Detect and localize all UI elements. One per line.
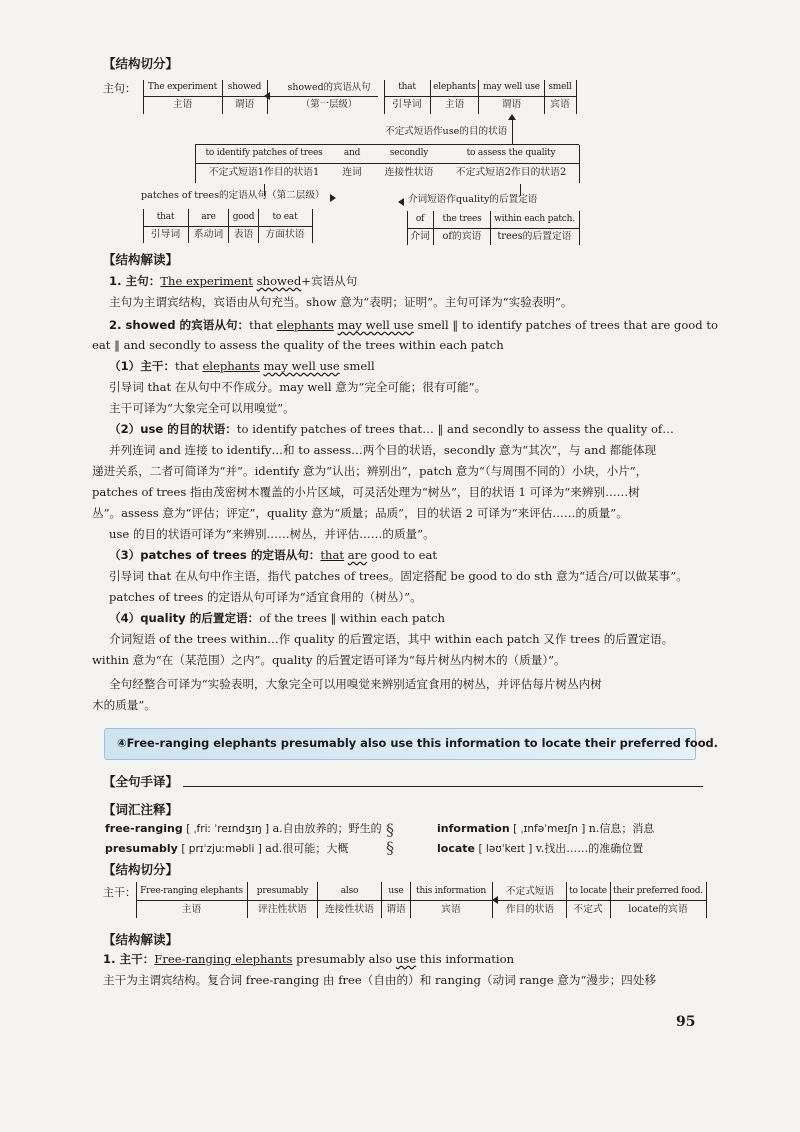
divider-squiggle-icon: § (386, 820, 394, 839)
r1-elephants-cn: 主语 (444, 99, 465, 110)
r3-are-en: are (201, 212, 216, 222)
vocab-locate: locate [ ləʊˈkeɪt ] v.找出……的准确位置 (437, 842, 644, 855)
m-also-cn: 连接性状语 (325, 904, 374, 915)
section-header-vocab: 【词汇注释】 (103, 802, 179, 817)
r1-that-en: that (398, 82, 416, 92)
page-number: 95 (676, 1014, 696, 1030)
p5-line: （3）patches of trees 的定语从句：that are good to eat (109, 548, 438, 562)
m-presumably-cn: 评注性状语 (258, 904, 307, 915)
p6-body2: within 意为“在（某范围）之内”。quality 的后置定语可译为“每片树丛内树木的（质量）”。 (92, 653, 566, 667)
p2-line2: eat ‖ and secondly to assess the quality of the trees within each patch (92, 338, 504, 352)
arrow-left-icon (398, 198, 404, 206)
r1-subject-en: The experiment (147, 82, 218, 92)
m-subject-cn: 主语 (181, 904, 202, 915)
main-clause-label: 主句： (103, 82, 136, 95)
p1-body: 主句为主谓宾结构，宾语由从句充当。show 意为“表明；证明”。主句可译为“实验表明”。 (109, 295, 573, 309)
r1-maywelluse-en: may well use (483, 82, 540, 92)
divider-squiggle-icon: § (386, 838, 394, 857)
p6-body1: 介词短语 of the trees within…作 quality 的后置定语，其中 within each patch 又作 trees 的后置定语。 (109, 632, 674, 646)
m-to-locate-en: to locate (569, 886, 607, 896)
p4-line: （2）use 的目的状语：to identify patches of trees that… ‖ and secondly to assess the quality of… (109, 422, 674, 436)
m-info-cn: 宾语 (441, 904, 461, 915)
m-use-cn: 谓语 (386, 904, 406, 915)
r4-the-trees-en: the trees (442, 214, 482, 224)
m-presumably-en: presumably (256, 886, 309, 896)
r4-within-cn: trees的后置定语 (497, 231, 572, 242)
p7-body2: 木的质量”。 (92, 698, 156, 712)
section-header-split-2: 【结构切分】 (103, 862, 179, 877)
section-header-structure-interp: 【结构解读】 (103, 252, 179, 267)
r3-good-en: good (232, 212, 255, 222)
r1-smell-en: smell (548, 82, 572, 92)
r1-predicate-en: showed (227, 82, 262, 92)
r2-to-assess-cn: 不定式短语2作目的状语2 (455, 167, 567, 178)
r3-to-eat-en: to eat (272, 212, 298, 222)
main-trunk-label: 主干： (103, 886, 136, 899)
r1-subject-cn: 主语 (172, 99, 193, 110)
r1-level-label: （第一层级） (300, 99, 358, 110)
r1-predicate-cn: 谓语 (234, 99, 255, 110)
note-postpositive-attr: 介词短语作quality的后置定语 (408, 194, 538, 205)
r4-the-trees-cn: of的宾语 (442, 231, 482, 242)
r1-maywelluse-cn: 谓语 (501, 99, 522, 110)
r3-that-cn: 引导词 (150, 229, 181, 240)
vocab-presumably: presumably [ prɪˈzjuːməbli ] ad.很可能；大概 (105, 842, 349, 855)
r4-of-en: of (415, 214, 425, 224)
m-food-en: their preferred food. (613, 886, 703, 896)
i1-line: 1. 主干：Free-ranging elephants presumably also use this information (103, 952, 515, 966)
p4-body1: 并列连词 and 连接 to identify…和 to assess…两个目的状语，secondly 意为“其次”，与 and 都能体现 (109, 443, 657, 457)
m-purpose-label: 作目的状语 (506, 904, 554, 915)
p4-body5: use 的目的状语可译为“来辨别……树丛，并评估……的质量”。 (109, 527, 435, 541)
p3-body2: 主干可译为“大象完全可以用嗅觉”。 (109, 401, 295, 415)
arrow-left-icon (264, 92, 270, 100)
section-header-translation: 【全句手译】 (103, 774, 179, 789)
r2-secondly-en: secondly (389, 148, 429, 158)
r2-secondly-cn: 连接性状语 (384, 167, 434, 178)
r2-to-identify-cn: 不定式短语1作目的状语1 (208, 167, 320, 178)
note-purpose-adverbial: 不定式短语作use的目的状语 (385, 126, 508, 137)
m-info-en: this information (416, 886, 486, 896)
i1-body: 主干为主谓宾结构。复合词 free-ranging 由 free（自由的）和 ranging（动词 range 意为“漫步；四处移 (103, 973, 656, 987)
r2-to-assess-en: to assess the quality (466, 148, 556, 158)
p1-line: 1. 主句：The experiment showed+宾语从句 (109, 274, 358, 288)
p7-body1: 全句经整合可译为“实验表明，大象完全可以用嗅觉来辨别适宜食用的树丛，并评估每片树丛内树 (109, 677, 602, 691)
section-header-structure-split: 【结构切分】 (103, 56, 179, 71)
r1-smell-cn: 宾语 (550, 99, 570, 110)
r2-and-cn: 连词 (342, 167, 362, 178)
r3-are-cn: 系动词 (193, 229, 224, 240)
m-also-en: also (340, 886, 359, 896)
p3-line: （1）主干：that elephants may well use smell (109, 359, 375, 373)
translation-blank-line[interactable] (183, 786, 703, 787)
r2-to-identify-en: to identify patches of trees (205, 148, 323, 158)
m-to-locate-cn: 不定式 (573, 904, 603, 915)
sentence-banner: ④Free-ranging elephants presumably also use this information to locate their preferred food. (104, 728, 696, 760)
arrow-right-icon (330, 194, 336, 202)
r1-object-clause-label: showed的宾语从句 (287, 82, 371, 93)
m-use-en: use (388, 886, 404, 896)
m-infinitive-label: 不定式短语 (506, 886, 554, 897)
m-food-cn: locate的宾语 (628, 904, 688, 915)
p4-body2: 递进关系，二者可简译为“并”。identify 意为“认出；辨别出”，patch 意为“（与周围不同的）小块，小片”， (92, 464, 648, 478)
r1-that-cn: 引导词 (392, 99, 422, 110)
r3-that-en: that (156, 212, 175, 222)
p5-body2: patches of trees 的定语从句可译为“适宜食用的（树丛）”。 (109, 590, 422, 604)
p3-body1: 引导词 that 在从句中不作成分。may well 意为“完全可能；很有可能”。 (109, 380, 487, 394)
vocab-information: information [ ˌɪnfəˈmeɪʃn ] n.信息；消息 (437, 822, 655, 835)
p4-body3: patches of trees 指由茂密树木覆盖的小片区域，可灵活处理为“树丛”，目的状语 1 可译为“来辨别……树 (92, 485, 640, 499)
section-header-interp-2: 【结构解读】 (103, 932, 179, 947)
vocab-free-ranging: free-ranging [ ˌfriː ˈreɪndʒɪŋ ] a.自由放养的；野生的 (105, 822, 382, 835)
r4-within-en: within each patch. (494, 214, 575, 224)
r3-good-cn: 表语 (233, 229, 254, 240)
arrow-up-icon (508, 114, 516, 120)
m-subject-en: Free-ranging elephants (140, 886, 243, 896)
r4-of-cn: 介词 (410, 231, 430, 242)
p4-body4: 丛”。assess 意为“评估；评定”，quality 意为“质量；品质”，目的状语 2 可译为“来评估……的质量”。 (92, 506, 628, 520)
p5-body1: 引导词 that 在从句中作主语，指代 patches of trees。固定搭配 be good to do sth 意为“适合/可以做某事”。 (109, 569, 688, 583)
r1-elephants-en: elephants (433, 82, 476, 92)
r2-and-en: and (343, 148, 361, 158)
p6-line: （4）quality 的后置定语：of the trees ‖ within each patch (109, 611, 445, 625)
p2-line1: 2. showed 的宾语从句：that elephants may well use smell ‖ to identify patches of trees that are good to (109, 318, 719, 332)
r3-to-eat-cn: 方面状语 (265, 229, 305, 240)
note-attributive-clause: patches of trees的定语从句（第二层级） (141, 190, 325, 201)
